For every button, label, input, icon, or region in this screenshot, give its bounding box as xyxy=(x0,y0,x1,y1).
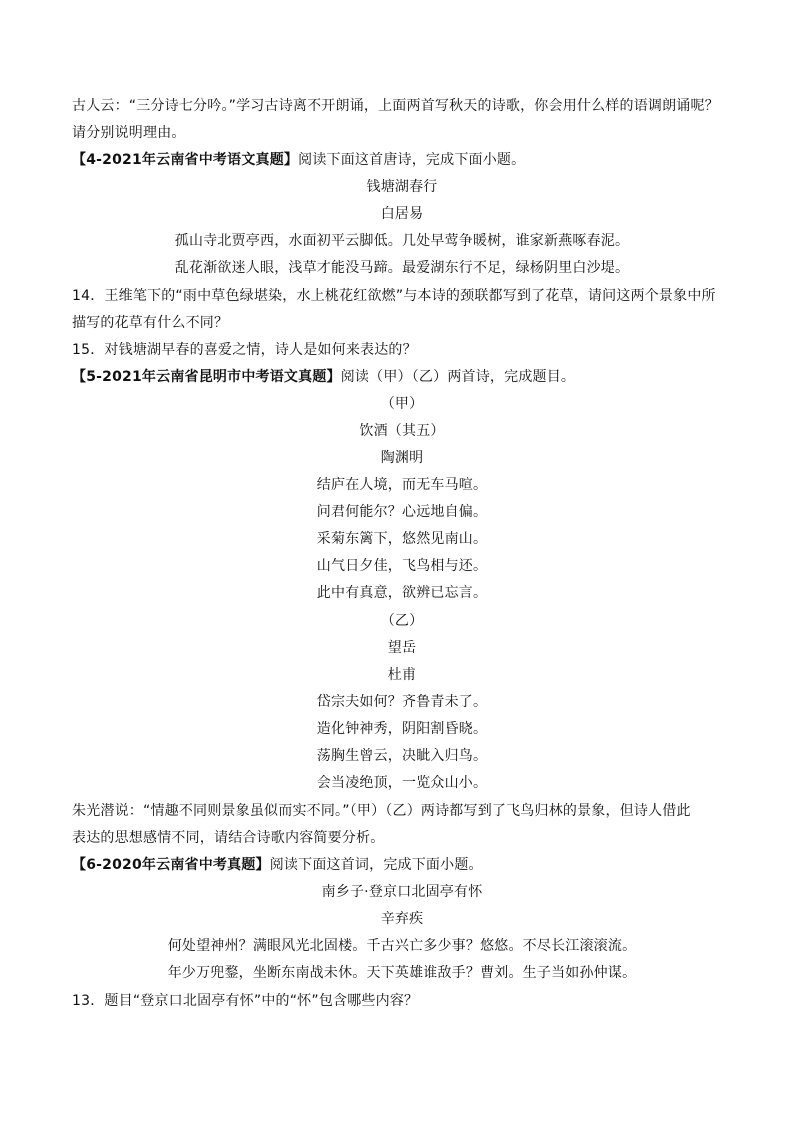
section-5-tag: 【5-2021年云南省昆明市中考语文真题】阅读（甲）（乙）两首诗，完成题目。 xyxy=(72,369,576,385)
poem-line: 荡胸生曾云，决眦入归鸟。 xyxy=(316,748,488,764)
ci-line: 年少万兜鍪，坐断东南战未休。天下英雄谁敌手？曹刘。生子当如孙仲谋。 xyxy=(167,965,637,981)
poem-b-label: （乙） xyxy=(380,613,424,629)
question-14-line-1: 14．王维笔下的“雨中草色绿堪染，水上桃花红欲燃”与本诗的颈联都写到了花草，请问这两个景象中所 xyxy=(72,288,716,304)
poem-line: 造化钟神秀，阴阳割昏晓。 xyxy=(316,721,488,737)
poem-line: 岱宗夫如何？齐鲁青未了。 xyxy=(316,694,488,710)
poem-line: 采菊东篱下，悠然见南山。 xyxy=(316,531,488,547)
section-4-heading xyxy=(72,150,732,170)
intro-question-line-2: 请分别说明理由。 xyxy=(72,125,186,141)
poem-line: 此中有真意，欲辨已忘言。 xyxy=(316,585,488,601)
poem-a-label: （甲） xyxy=(380,396,424,412)
section-5-question-line-2: 表达的思想感情不同，请结合诗歌内容简要分析。 xyxy=(72,830,385,846)
ci-line: 何处望神州？满眼风光北固楼。千古兴亡多少事？悠悠。不尽长江滚滚流。 xyxy=(167,938,637,954)
section-5-question-line-1: 朱光潜说：“情趣不同则景象虽似而实不同。”（甲）（乙）两诗都写到了飞鸟归林的景象，但诗人借此 xyxy=(72,803,691,819)
poem-line: 会当凌绝顶，一览众山小。 xyxy=(316,775,488,791)
poem-a-author: 陶渊明 xyxy=(380,450,424,466)
poem-line: 问君何能尔？心远地自偏。 xyxy=(316,504,488,520)
poem-title: 钱塘湖春行 xyxy=(366,179,438,195)
poem-line: 山气日夕佳，飞鸟相与还。 xyxy=(316,558,488,574)
section-5-instruction: 阅读（甲）（乙）两首诗，完成题目。 xyxy=(340,369,576,385)
poem-line: 乱花渐欲迷人眼，浅草才能没马蹄。最爱湖东行不足，绿杨阴里白沙堤。 xyxy=(174,260,630,276)
poem-line: 结庐在人境，而无车马喧。 xyxy=(316,477,488,493)
section-4-instruction: 阅读下面这首唐诗，完成下面小题。 xyxy=(298,152,526,168)
question-14-line-2: 描写的花草有什么不同？ xyxy=(72,315,229,331)
poem-a-title: 饮酒（其五） xyxy=(359,423,445,439)
poem-author: 白居易 xyxy=(380,206,424,222)
ci-title: 南乡子·登京口北固亭有怀 xyxy=(321,884,483,900)
question-13: 13．题目“登京口北固亭有怀”中的“怀”包含哪些内容？ xyxy=(72,993,419,1009)
poem-line: 孤山寺北贾亭西，水面初平云脚低。几处早莺争暖树，谁家新燕啄春泥。 xyxy=(174,233,630,249)
intro-question-line-1: 古人云：“三分诗七分吟。”学习古诗离不开朗诵，上面两首写秋天的诗歌，你会用什么样的语调朗诵呢？ xyxy=(72,98,719,114)
poem-b-author: 杜甫 xyxy=(387,667,417,683)
section-5-heading xyxy=(72,367,732,387)
section-4-tag: 【4-2021年云南省中考语文真题】阅读下面这首唐诗，完成下面小题。 xyxy=(72,152,526,168)
section-6-instruction: 阅读下面这首词，完成下面小题。 xyxy=(269,857,483,873)
section-6-tag: 【6-2020年云南省中考真题】阅读下面这首词，完成下面小题。 xyxy=(72,857,483,873)
poem-b-title: 望岳 xyxy=(387,640,417,656)
section-6-heading xyxy=(72,855,732,875)
ci-author: 辛弃疾 xyxy=(380,911,424,927)
question-15: 15．对钱塘湖早春的喜爱之情，诗人是如何来表达的？ xyxy=(72,342,417,358)
